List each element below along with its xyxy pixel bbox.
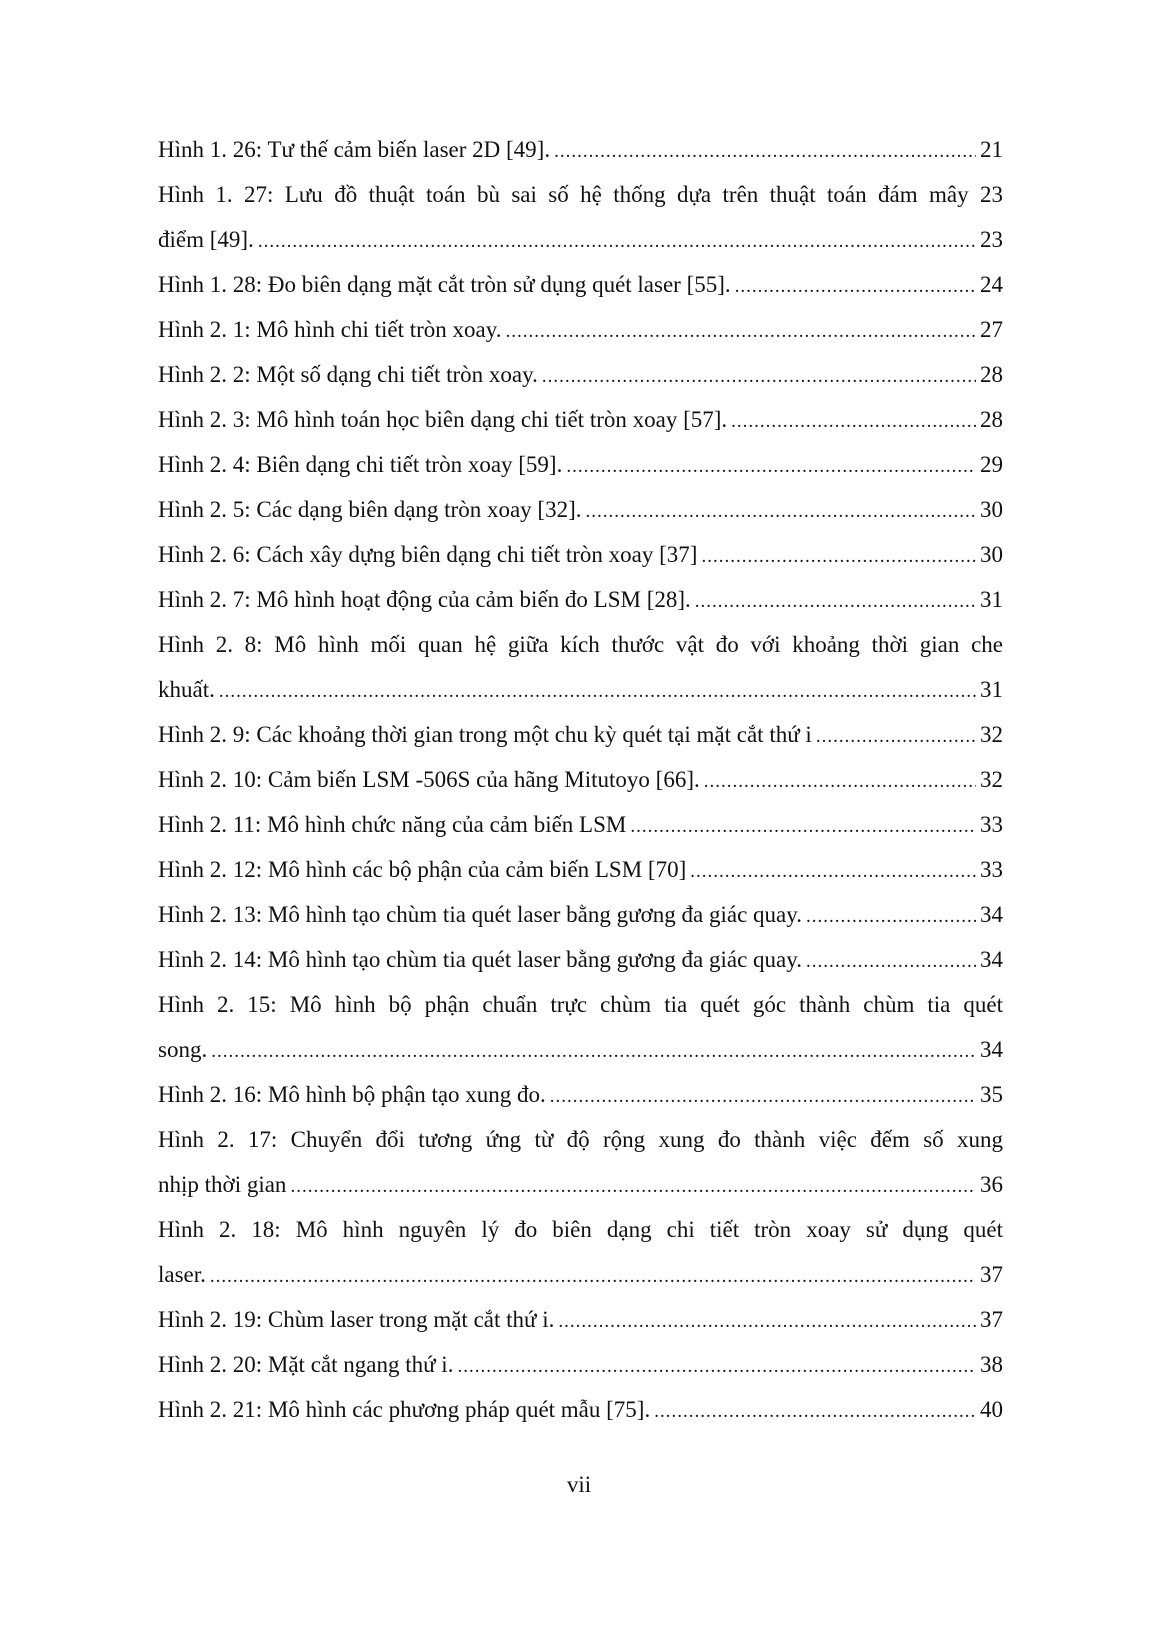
toc-entry-line	[158, 352, 1003, 397]
toc-entry-page-number: 32	[980, 722, 1003, 747]
toc-entry-line	[158, 262, 1003, 307]
toc-entry-title: song.	[158, 1037, 208, 1062]
toc-entry-line	[158, 802, 1003, 847]
toc-entry-title: nhịp thời gian	[158, 1172, 287, 1197]
toc-entry-title: Hình 2. 4: Biên dạng chi tiết tròn xoay [59].	[158, 452, 563, 477]
toc-entry[interactable]	[158, 1297, 1003, 1342]
toc-entry-line	[158, 1297, 1003, 1342]
toc-entry-page-number: 28	[980, 362, 1003, 387]
toc-entry-title: Hình 2. 3: Mô hình toán học biên dạng chi tiết tròn xoay [57].	[158, 407, 728, 432]
dot-leader	[210, 1254, 976, 1297]
toc-entry-title: Hình 2. 6: Cách xây dựng biên dạng chi tiết tròn xoay [37]	[158, 542, 698, 567]
toc-entry-line	[158, 442, 1003, 487]
toc-entry[interactable]	[158, 802, 1003, 847]
toc-entry-title: điểm [49].	[158, 227, 254, 252]
dot-leader	[558, 1299, 976, 1342]
list-of-figures	[158, 127, 1003, 1432]
toc-entry-page-number: 27	[980, 317, 1003, 342]
toc-entry-line	[158, 217, 1003, 262]
toc-entry-line	[158, 1252, 1003, 1297]
toc-entry[interactable]	[158, 307, 1003, 352]
toc-entry[interactable]	[158, 172, 1003, 262]
toc-entry[interactable]	[158, 262, 1003, 307]
toc-entry[interactable]	[158, 127, 1003, 172]
toc-entry-title: Hình 2. 13: Mô hình tạo chùm tia quét laser bằng gương đa giác quay.	[158, 902, 802, 927]
toc-entry-title: Hình 2. 5: Các dạng biên dạng tròn xoay [32].	[158, 497, 582, 522]
toc-entry-page-number: 28	[980, 407, 1003, 432]
toc-entry[interactable]	[158, 397, 1003, 442]
toc-entry-page-number: 40	[980, 1397, 1003, 1422]
dot-leader	[550, 1074, 976, 1117]
toc-entry-title: Hình 1. 27: Lưu đồ thuật toán bù sai số hệ thống dựa trên thuật toán đám mây 23	[158, 182, 1003, 207]
toc-entry-title: khuất.	[158, 677, 215, 702]
toc-entry-line-wrapped	[158, 1117, 1003, 1162]
dot-leader	[690, 849, 976, 892]
toc-entry-line	[158, 847, 1003, 892]
toc-entry[interactable]	[158, 1387, 1003, 1432]
toc-entry-line	[158, 757, 1003, 802]
toc-entry[interactable]	[158, 1117, 1003, 1207]
toc-entry-title: Hình 1. 28: Đo biên dạng mặt cắt tròn sử dụng quét laser [55].	[158, 272, 731, 297]
dot-leader	[505, 309, 976, 352]
toc-entry-page-number: 30	[980, 497, 1003, 522]
toc-entry-page-number: 38	[980, 1352, 1003, 1377]
toc-entry-line	[158, 1162, 1003, 1207]
toc-entry-line	[158, 577, 1003, 622]
page-number-footer: vii	[566, 1472, 592, 1497]
toc-entry-title: Hình 2. 12: Mô hình các bộ phận của cảm biến LSM [70]	[158, 857, 687, 882]
dot-leader	[258, 219, 976, 262]
toc-entry-title: Hình 2. 11: Mô hình chức năng của cảm biến LSM	[158, 812, 627, 837]
dot-leader	[704, 759, 976, 802]
toc-entry[interactable]	[158, 982, 1003, 1072]
toc-entry[interactable]	[158, 712, 1003, 757]
dot-leader	[542, 354, 976, 397]
toc-entry-title: Hình 2. 1: Mô hình chi tiết tròn xoay.	[158, 317, 502, 342]
toc-entry-page-number: 34	[980, 947, 1003, 972]
toc-entry-page-number: 33	[980, 812, 1003, 837]
toc-entry[interactable]	[158, 622, 1003, 712]
toc-entry-line-wrapped	[158, 982, 1003, 1027]
toc-entry-title: Hình 2. 9: Các khoảng thời gian trong một chu kỳ quét tại mặt cắt thứ i	[158, 722, 812, 747]
toc-entry-title: Hình 2. 20: Mặt cắt ngang thứ i.	[158, 1352, 454, 1377]
dot-leader	[806, 939, 976, 982]
dot-leader	[586, 489, 977, 532]
toc-entry-page-number: 21	[980, 137, 1003, 162]
toc-entry-page-number: 36	[980, 1172, 1003, 1197]
toc-entry-line	[158, 1387, 1003, 1432]
dot-leader	[211, 1029, 976, 1072]
toc-entry-line	[158, 532, 1003, 577]
toc-entry[interactable]	[158, 1207, 1003, 1297]
toc-entry[interactable]	[158, 1072, 1003, 1117]
toc-entry-page-number: 30	[980, 542, 1003, 567]
toc-entry-title: Hình 2. 14: Mô hình tạo chùm tia quét laser bằng gương đa giác quay.	[158, 947, 802, 972]
toc-entry-page-number: 34	[980, 1037, 1003, 1062]
toc-entry[interactable]	[158, 847, 1003, 892]
toc-entry-page-number: 37	[980, 1262, 1003, 1287]
toc-entry-title: Hình 2. 19: Chùm laser trong mặt cắt thứ i.	[158, 1307, 555, 1332]
dot-leader	[735, 264, 976, 307]
toc-entry-line-wrapped	[158, 172, 1003, 217]
toc-entry-title: Hình 2. 8: Mô hình mối quan hệ giữa kích thước vật đo với khoảng thời gian che	[158, 632, 1003, 657]
toc-entry-line	[158, 397, 1003, 442]
toc-entry-page-number: 29	[980, 452, 1003, 477]
toc-entry-page-number: 34	[980, 902, 1003, 927]
toc-entry-title: Hình 2. 21: Mô hình các phương pháp quét mẫu [75].	[158, 1397, 651, 1422]
toc-entry-line	[158, 487, 1003, 532]
toc-entry-title: Hình 2. 2: Một số dạng chi tiết tròn xoay.	[158, 362, 538, 387]
toc-entry[interactable]	[158, 487, 1003, 532]
dot-leader	[290, 1164, 976, 1207]
toc-entry-page-number: 32	[980, 767, 1003, 792]
toc-entry[interactable]	[158, 532, 1003, 577]
toc-entry-line	[158, 892, 1003, 937]
toc-entry-title: laser.	[158, 1262, 206, 1287]
toc-entry-title: Hình 2. 15: Mô hình bộ phận chuẩn trực chùm tia quét góc thành chùm tia quét	[158, 992, 1003, 1017]
toc-entry-title: Hình 2. 17: Chuyển đổi tương ứng từ độ rộng xung đo thành việc đếm số xung	[158, 1127, 1003, 1152]
toc-entry-line	[158, 1072, 1003, 1117]
dot-leader	[695, 579, 976, 622]
toc-entry-page-number: 33	[980, 857, 1003, 882]
toc-entry-line	[158, 1342, 1003, 1387]
toc-entry-page-number: 24	[980, 272, 1003, 297]
toc-entry[interactable]	[158, 757, 1003, 802]
toc-entry-line	[158, 307, 1003, 352]
toc-entry-line	[158, 667, 1003, 712]
toc-entry-page-number: 23	[980, 227, 1003, 252]
toc-entry-line-wrapped	[158, 1207, 1003, 1252]
toc-entry-line	[158, 937, 1003, 982]
dot-leader	[566, 444, 976, 487]
dot-leader	[457, 1344, 976, 1387]
toc-entry[interactable]	[158, 892, 1003, 937]
toc-entry[interactable]	[158, 1342, 1003, 1387]
toc-entry-title: Hình 2. 10: Cảm biến LSM -506S của hãng Mitutoyo [66].	[158, 767, 700, 792]
toc-entry[interactable]	[158, 352, 1003, 397]
toc-entry-page-number: 35	[980, 1082, 1003, 1107]
dot-leader	[554, 129, 976, 172]
toc-entry-line	[158, 127, 1003, 172]
toc-entry-title: Hình 2. 18: Mô hình nguyên lý đo biên dạng chi tiết tròn xoay sử dụng quét	[158, 1217, 1003, 1242]
dot-leader	[701, 534, 976, 577]
toc-entry-title: Hình 2. 7: Mô hình hoạt động của cảm biến đo LSM [28].	[158, 587, 691, 612]
dot-leader	[630, 804, 976, 847]
dot-leader	[731, 399, 976, 442]
toc-entry-line	[158, 712, 1003, 757]
toc-entry-line-wrapped	[158, 622, 1003, 667]
toc-entry-page-number: 31	[980, 587, 1003, 612]
toc-entry-line	[158, 1027, 1003, 1072]
toc-entry[interactable]	[158, 577, 1003, 622]
dot-leader	[816, 714, 976, 757]
toc-entry-page-number: 37	[980, 1307, 1003, 1332]
toc-entry[interactable]	[158, 937, 1003, 982]
dot-leader	[806, 894, 976, 937]
toc-entry-page-number: 31	[980, 677, 1003, 702]
dot-leader	[654, 1389, 976, 1432]
dot-leader	[219, 669, 976, 712]
toc-entry-title: Hình 2. 16: Mô hình bộ phận tạo xung đo.	[158, 1082, 546, 1107]
toc-entry-title: Hình 1. 26: Tư thế cảm biến laser 2D [49].	[158, 137, 551, 162]
toc-entry[interactable]	[158, 442, 1003, 487]
